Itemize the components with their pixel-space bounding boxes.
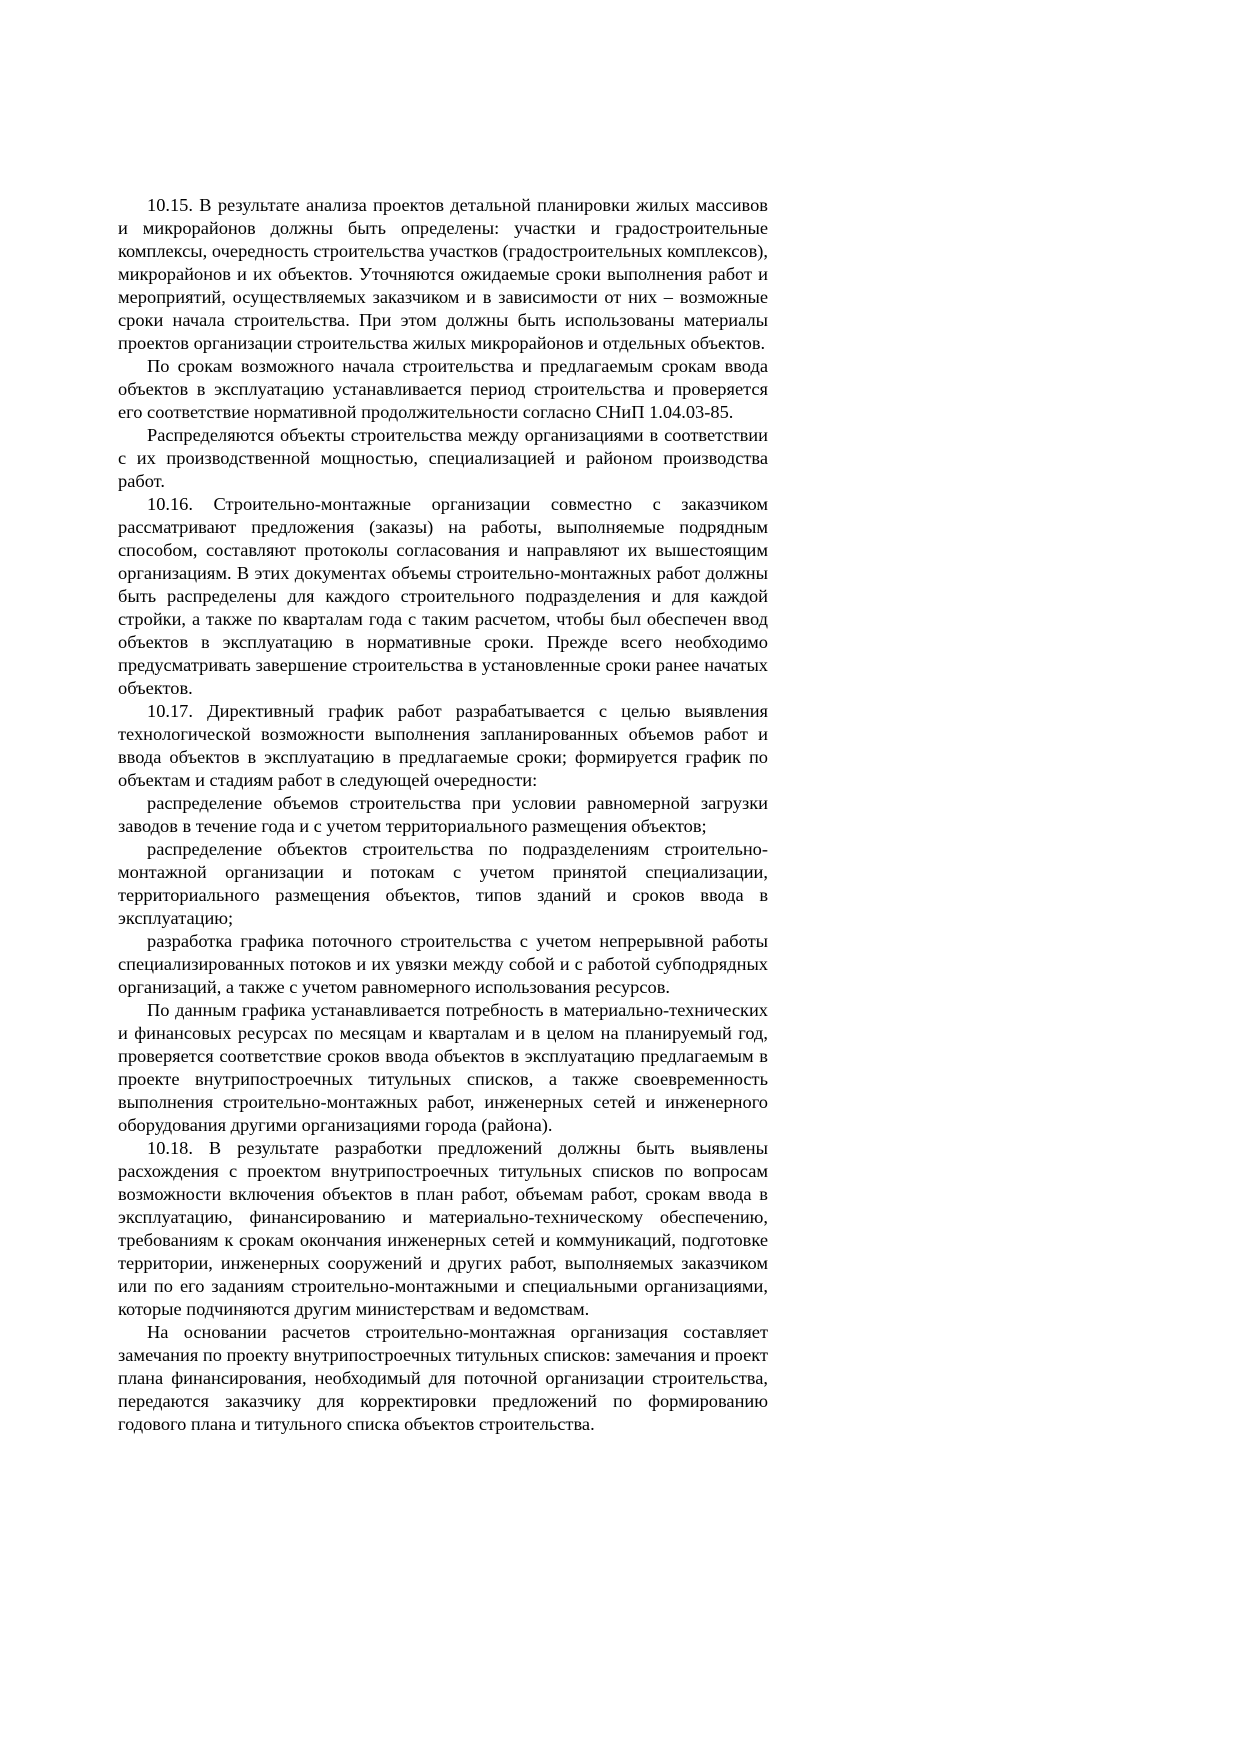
list-item-object-distribution: распределение объектов строительства по подразделениям строительно-монтажной организации и потокам с учетом принятой специализации, территориального размещения объектов, типов зданий и сроков ввода в эксплуатацию; [118, 839, 768, 928]
paragraph-construction-period: По срокам возможного начала строительства и предлагаемым срокам ввода объектов в эксплуатацию устанавливается период строительства и проверяется его соответствие нормативной продолжительности согласно СНиП 1.04.03-85. [118, 356, 768, 422]
paragraph-10-16: 10.16. Строительно-монтажные организации совместно с заказчиком рассматривают предложения (заказы) на работы, выполняемые подрядным способом, составляют протоколы согласования и направляют их вышестоящим организациям. В этих документах объемы строительно-монтажных работ должны быть распределены для каждого строительного подразделения и для каждой стройки, а также по кварталам года с таким расчетом, чтобы был обеспечен ввод объектов в эксплуатацию в нормативные сроки. Прежде всего необходимо предусматривать завершение строительства в установленные сроки ранее начатых объектов. [118, 494, 768, 698]
list-item-flow-schedule: разработка графика поточного строительства с учетом непрерывной работы специализированных потоков и их увязки между собой и с работой субподрядных организаций, а также с учетом равномерного использования ресурсов. [118, 931, 768, 997]
document-page [118, 194, 768, 1436]
paragraph-remarks: На основании расчетов строительно-монтажная организация составляет замечания по проекту внутрипостроечных титульных списков: замечания и проект плана финансирования, необходимый для поточной организации строительства, передаются заказчику для корректировки предложений по формированию годового плана и титульного списка объектов строительства. [118, 1322, 768, 1434]
paragraph-10-17: 10.17. Директивный график работ разрабатывается с целью выявления технологической возможности выполнения запланированных объемов работ и ввода объектов в эксплуатацию в предлагаемые сроки; формируется график по объектам и стадиям работ в следующей очередности: [118, 701, 768, 790]
paragraph-distribution-of-objects: Распределяются объекты строительства между организациями в соответствии с их производственной мощностью, специализацией и районом производства работ. [118, 425, 768, 491]
list-item-volume-distribution: распределение объемов строительства при условии равномерной загрузки заводов в течение года и с учетом территориального размещения объектов; [118, 793, 768, 836]
paragraph-resource-needs: По данным графика устанавливается потребность в материально-технических и финансовых ресурсах по месяцам и кварталам и в целом на планируемый год, проверяется соответствие сроков ввода объектов в эксплуатацию предлагаемым в проекте внутрипостроечных титульных списков, а также своевременность выполнения строительно-монтажных работ, инженерных сетей и инженерного оборудования другими организациями города (района). [118, 1000, 768, 1135]
paragraph-10-18: 10.18. В результате разработки предложений должны быть выявлены расхождения с проектом внутрипостроечных титульных списков по вопросам возможности включения объектов в план работ, объемам работ, срокам ввода в эксплуатацию, финансированию и материально-техническому обеспечению, требованиям к срокам окончания инженерных сетей и коммуникаций, подготовке территории, инженерных сооружений и других работ, выполняемых заказчиком или по его заданиям строительно-монтажными и специальными организациями, которые подчиняются другим министерствам и ведомствам. [118, 1138, 768, 1319]
paragraph-10-15: 10.15. В результате анализа проектов детальной планировки жилых массивов и микрорайонов должны быть определены: участки и градостроительные комплексы, очередность строительства участков (градостроительных комплексов), микрорайонов и их объектов. Уточняются ожидаемые сроки выполнения работ и мероприятий, осуществляемых заказчиком и в зависимости от них – возможные сроки начала строительства. При этом должны быть использованы материалы проектов организации строительства жилых микрорайонов и отдельных объектов. [118, 195, 768, 353]
